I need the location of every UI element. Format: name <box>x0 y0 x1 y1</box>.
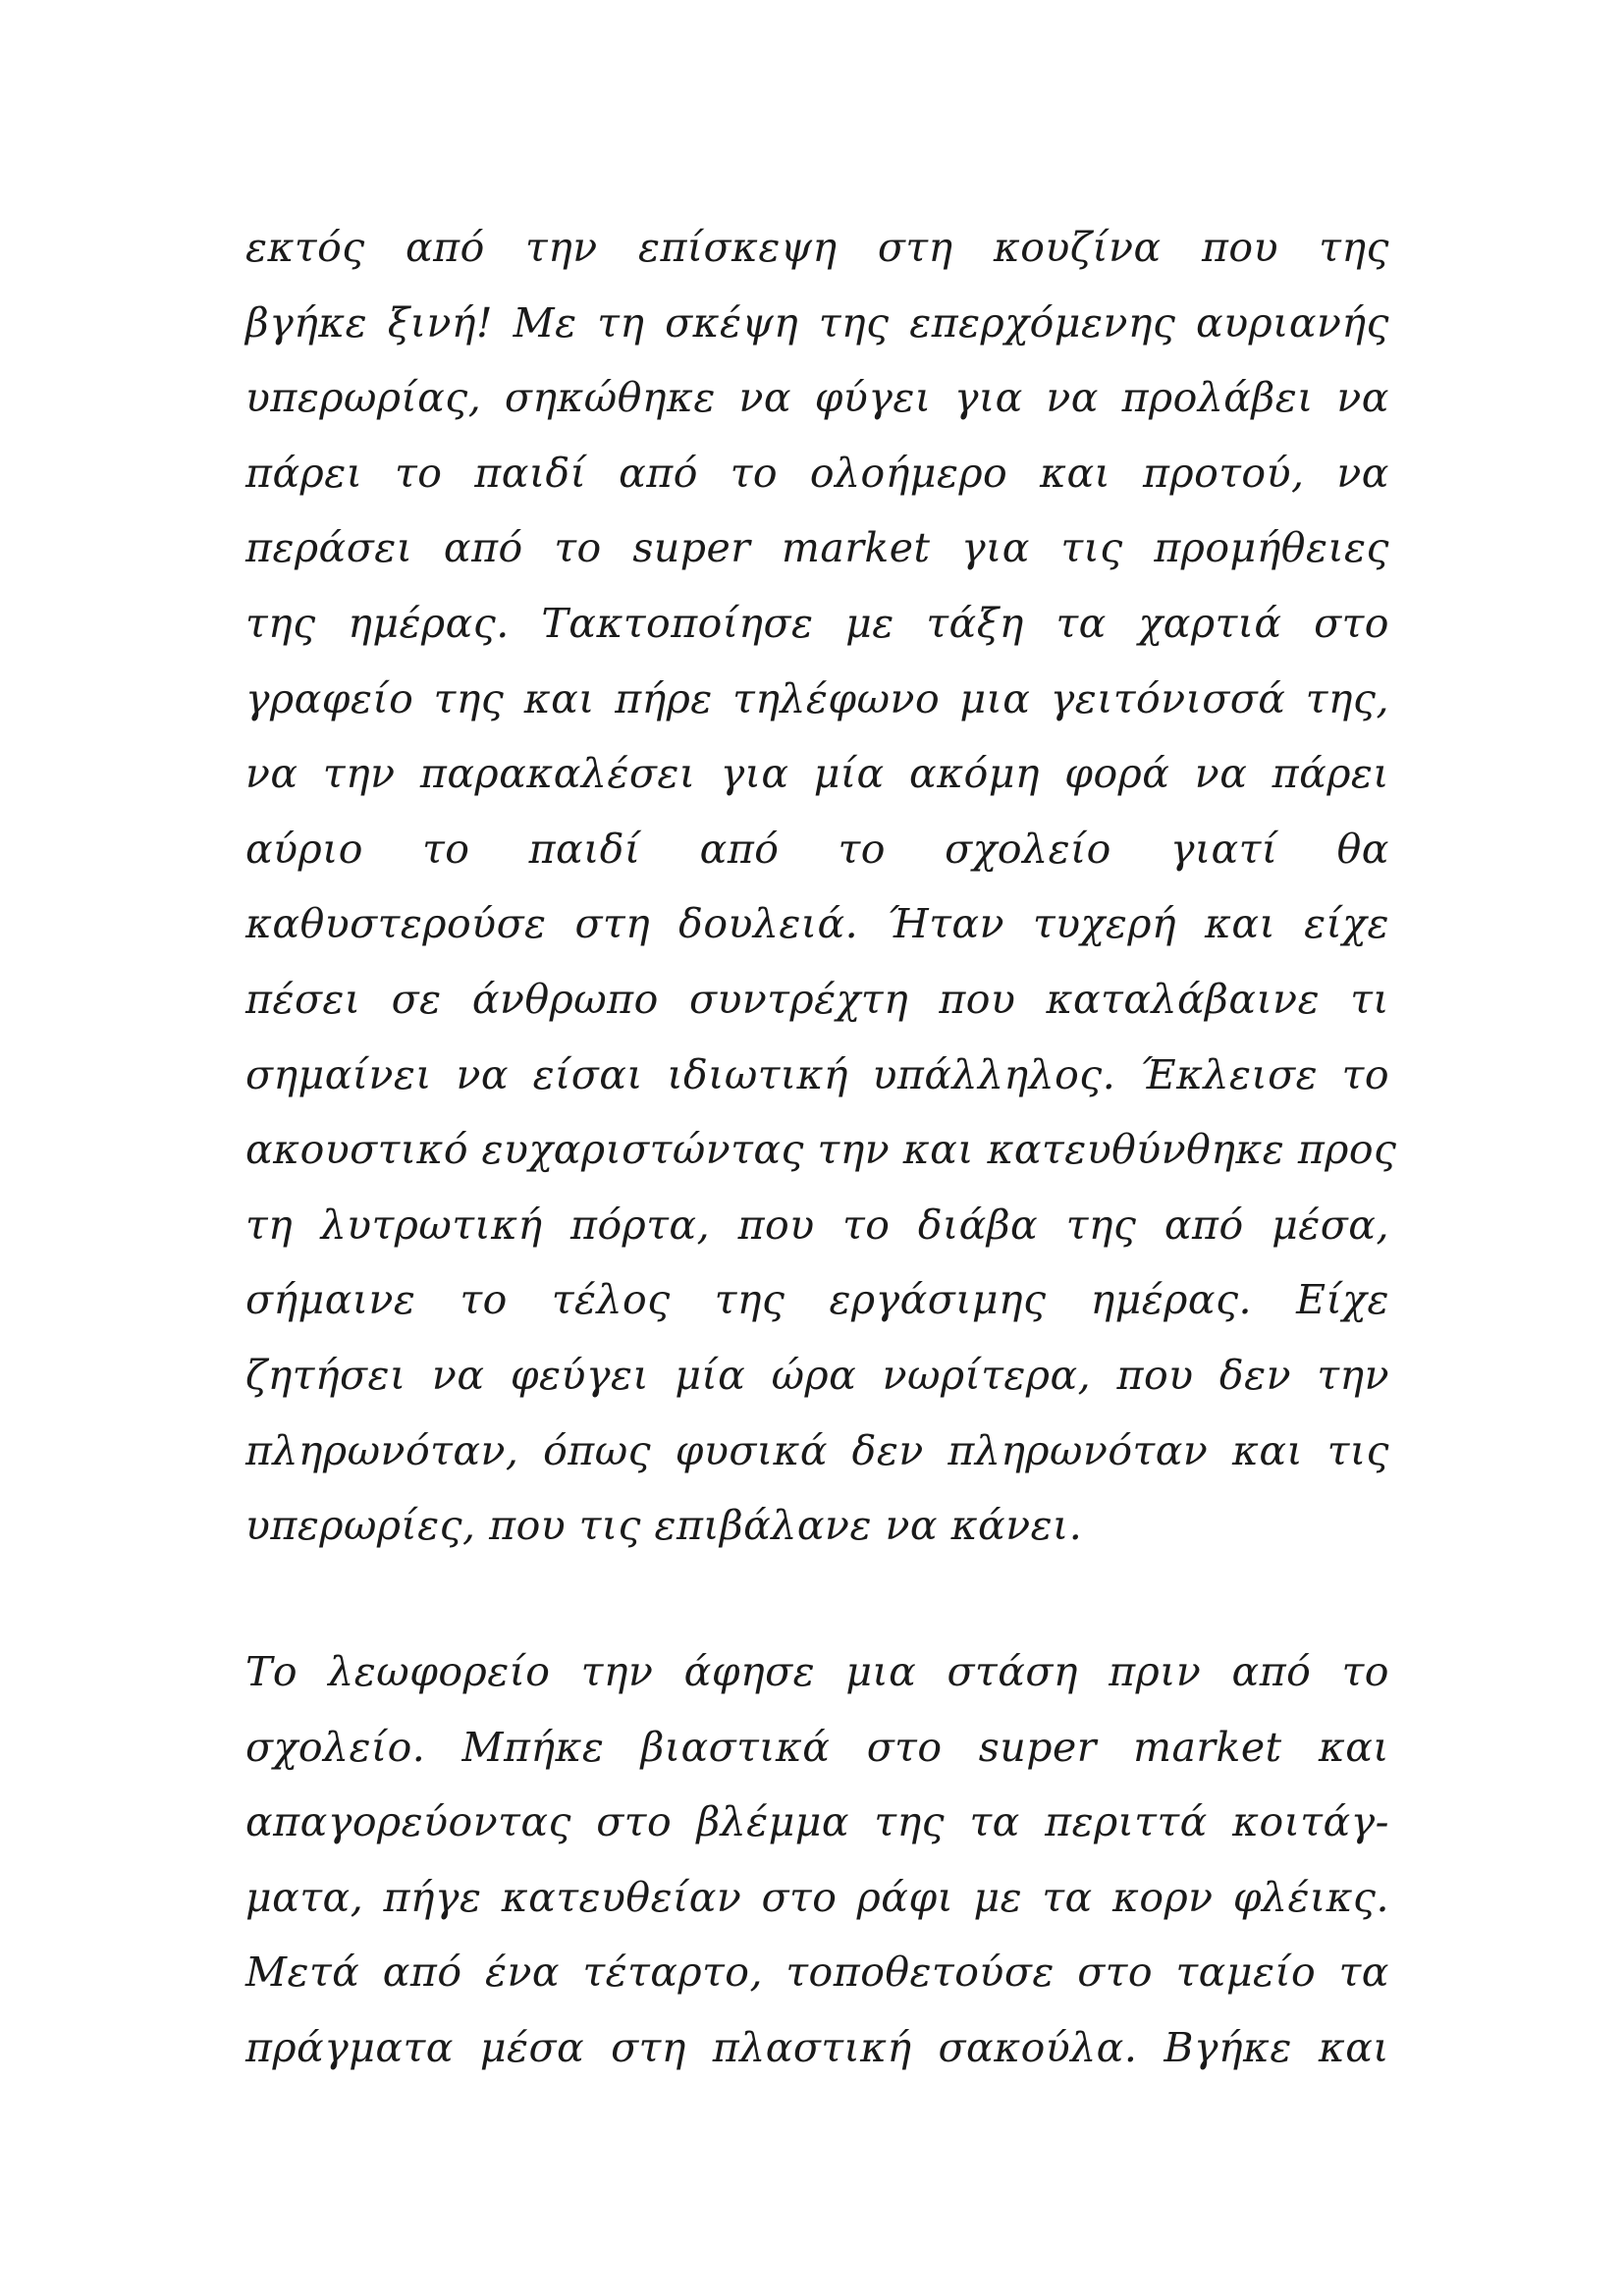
text-line: εκτός από την επίσκεψη στη κουζίνα που της <box>245 224 1389 271</box>
text-line: πληρωνόταν, όπως φυσικά δεν πληρωνόταν και τις <box>245 1426 1389 1474</box>
text-line: σημαίνει να είσαι ιδιωτική υπάλληλος. Έκλεισε το <box>245 1050 1389 1098</box>
text-line: υπερωρίες, που τις επιβάλανε να κάνει. <box>245 1502 1083 1550</box>
text-line: της ημέρας. Τακτοποίησε με τάξη τα χαρτιά στο <box>245 599 1389 647</box>
text-line: σήμαινε το τέλος της εργάσιμης ημέρας. Είχε <box>245 1276 1389 1324</box>
text-line: υπερωρίας, σηκώθηκε να φύγει για να προλάβει να <box>245 374 1389 422</box>
text-line: γραφείο της και πήρε τηλέφωνο μια γειτόνισσά της, <box>245 674 1389 722</box>
text-line: ακουστικό ευχαριστώντας την και κατευθύνθηκε προς <box>245 1126 1397 1174</box>
text-line: τη λυτρωτική πόρτα, που το διάβα της από μέσα, <box>245 1201 1389 1249</box>
text-line: πράγματα μέσα στη πλαστική σακούλα. Βγήκε και <box>245 2023 1389 2071</box>
text-line: πάρει το παιδί από το ολοήμερο και προτού, να <box>245 449 1389 497</box>
text-line: Το λεωφορείο την άφησε μια στάση πριν από το <box>245 1648 1389 1695</box>
text-line: να την παρακαλέσει για μία ακόμη φορά να πάρει <box>245 750 1389 798</box>
paragraph <box>245 210 1397 1564</box>
text-line: βγήκε ξινή! Με τη σκέψη της επερχόμενης αυριανής <box>245 298 1389 347</box>
paragraph <box>245 1634 1389 2086</box>
text-line: ματα, πήγε κατευθείαν στο ράφι με τα κορν φλέικς. <box>245 1873 1389 1921</box>
text-line: Μετά από ένα τέταρτο, τοποθετούσε στο ταμείο τα <box>245 1949 1389 1997</box>
text-line: πέσει σε άνθρωπο συντρέχτη που καταλάβαινε τι <box>245 975 1389 1023</box>
text-line: καθυστερούσε στη δουλειά. Ήταν τυχερή και είχε <box>245 900 1389 948</box>
text-line: ζητήσει να φεύγει μία ώρα νωρίτερα, που δεν την <box>245 1351 1389 1399</box>
text-line: σχολείο. Μπήκε βιαστικά στο super market και <box>245 1723 1389 1771</box>
text-line: αύριο το παιδί από το σχολείο γιατί θα <box>245 825 1389 873</box>
text-line: περάσει από το super market για τις προμήθειες <box>245 524 1389 572</box>
text-line: απαγορεύοντας στο βλέμμα της τα περιττά κοιτάγ- <box>245 1798 1389 1846</box>
